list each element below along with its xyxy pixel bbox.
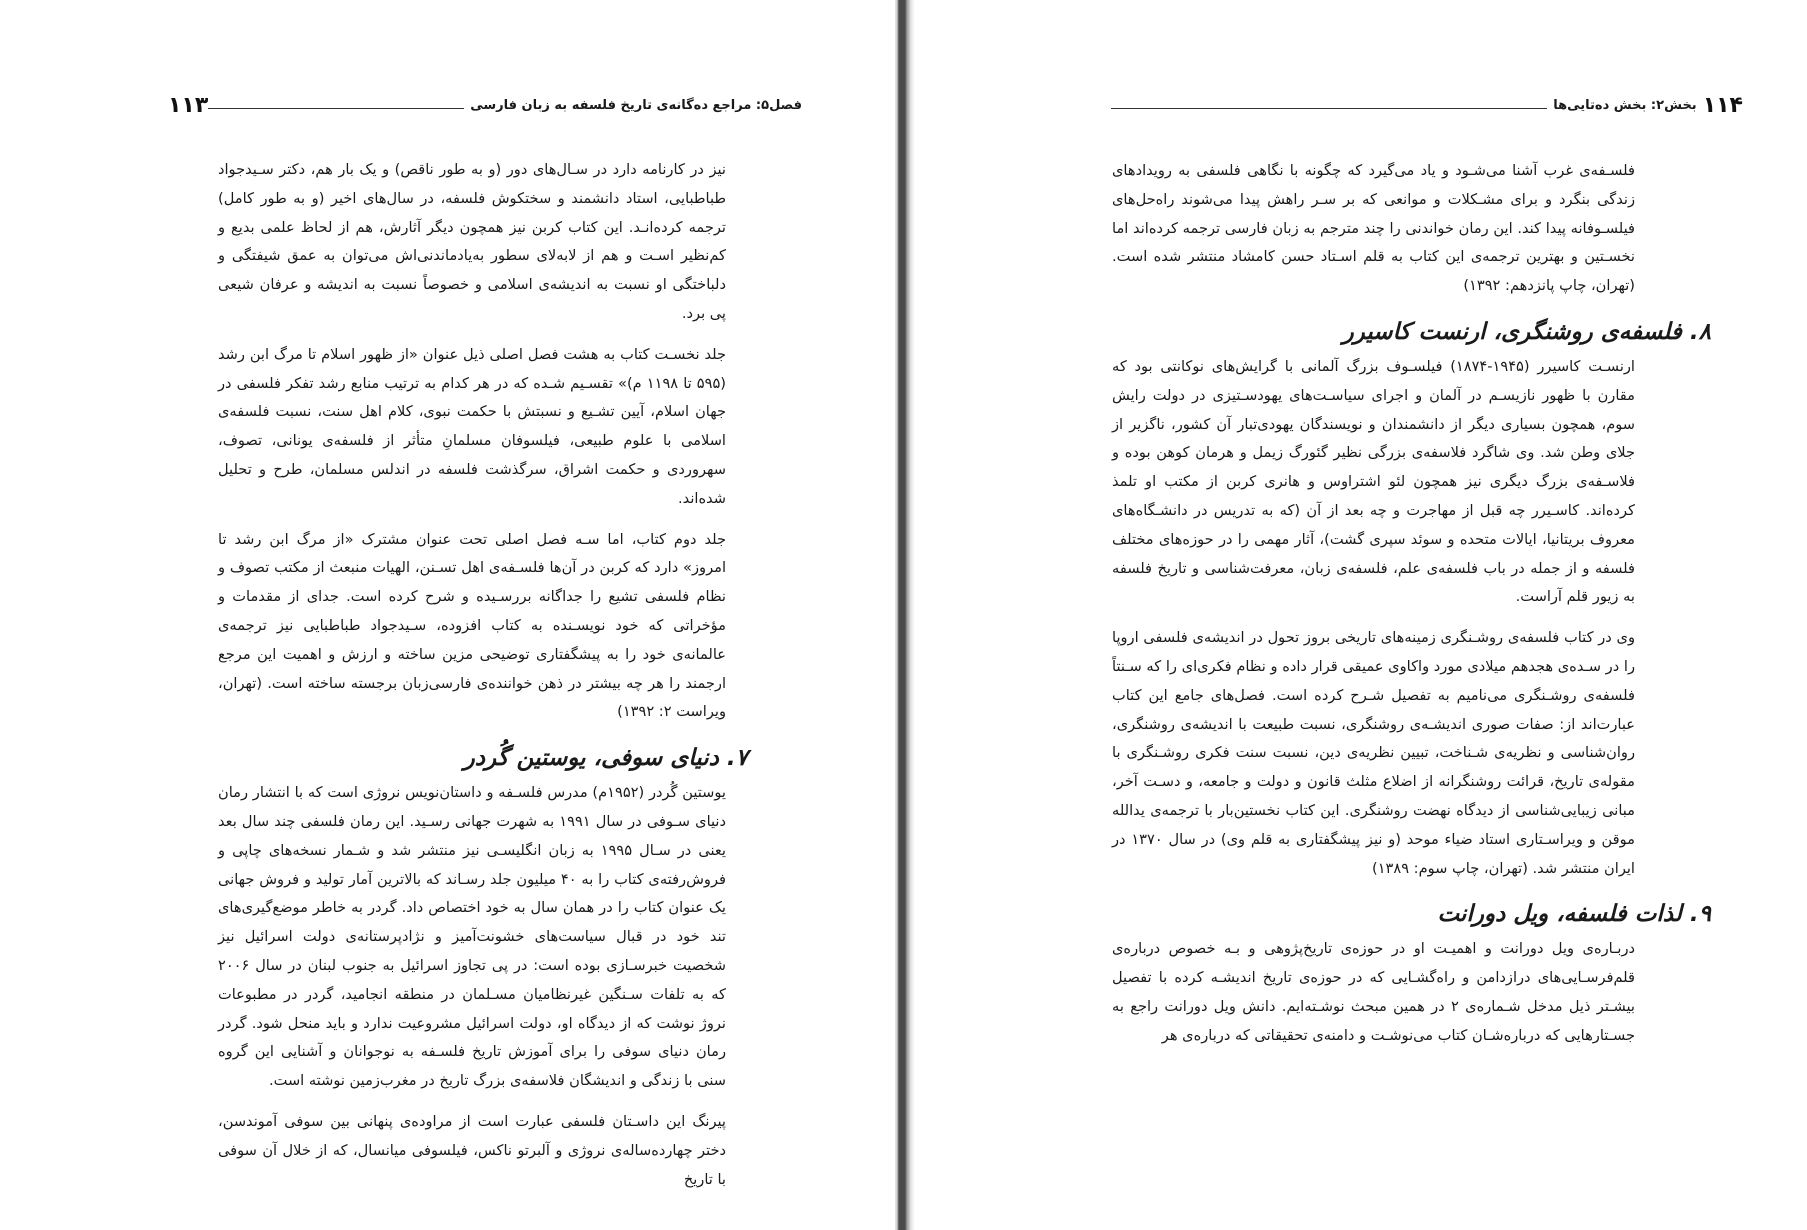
- paragraph: دربـاره‌ی ویل دورانت و اهمیـت او در حوزه‌ی تاریخ‌پژوهی و بـه خصوص درباره‌ی قلم‌فرسـایی‌های درازدامن و راه‌گشـایی که در حوزه‌ی تاریخ اندیشـه کرده با تفصیل بیشـتر ذیل مدخل شـماره‌ی ۲ در همین مبحث نوشـته‌ایم. دانش ویل دورانت راجع به جسـتارهایی که درباره‌شـان کتاب می‌نوشـت و دامنه‌ی تحقیقاتی که درباره‌ی هر: [1112, 940, 1635, 1044]
- header-rule: [1111, 108, 1547, 109]
- paragraph: فلسـفه‌ی غرب آشنا می‌شـود و یاد می‌گیرد که چگونه با نگاهی فلسفی به رویدادهای زندگی بنگرد و برای مشـکلات و موانعی که بر سـر راهش پیدا می‌شوند راه‌حل‌های فیلسـوفانه پیدا کند. این رمان خواندنی را چند مترجم به زبان فارسی ترجمه کرده‌اند اما نخسـتین و بهترین ترجمه‌ی این کتاب به قلم اسـتاد حسن کامشاد منتشر شده است. (تهران، چاپ پانزدهم: ۱۳۹۲): [1112, 162, 1635, 295]
- paragraph: ارنسـت کاسیرر (۱۹۴۵-۱۸۷۴) فیلسـوف بزرگ آلمانی با گرایش‌های نوکانتی بود که مقارن با ظهور نازیسـم در آلمان و اجرای سیاسـت‌های یهودسـتیزی در دولت رایش سوم، همچون بسیاری دیگر از دانشمندان و نویسندگان یهودی‌تبار آن کشور، ناگزیر از جلای وطن شد. وی شاگرد فلاسفه‌ی بزرگی نظیر گئورگ زیمل و هرمان کوهن بوده و فلاسـفه‌ی بزرگ دیگری نیز همچون لئو اشتراوس و هانری کربن از مکتب او تلمذ کرده‌اند. کاسـیرر چه قبل از مهاجرت و چه بعد از آن (که به تدریس در دانشـگاه‌های معروف بریتانیا، ایالات متحده و سوئد سپری گشت)، آثار مهمی را در حوزه‌های مختلف فلسفه و از جمله در باب فلسفه‌ی علم، فلسفه‌ی زبان، معرفت‌شناسی و تاریخ فلسفه به زیور قلم آراست.: [1112, 357, 1635, 606]
- paragraph: نیز در کارنامه دارد در سـال‌های دور (و به طور ناقص) و یک بار هم، دکتر سـیدجواد طباطبایی، استاد دانشمند و سختکوش فلسفه، در سال‌های اخیر (و به طور کامل) ترجمه کرده‌انـد. این کتاب کربن نیز همچون دیگر آثارش، هم از لحاظ علمی بدیع و کم‌نظیر اسـت و هم از لابه‌لای سطور به‌یادماندنی‌اش می‌توان به عمق شیفتگی و دلباختگی او نسبت به اندیشه‌ی اسلامی و خصوصاً نسبت به اندیشه و عرفان شیعی پی برد.: [218, 161, 726, 322]
- paragraph: پیرنگ این داسـتان فلسفی عبارت است از مراوده‌ی پنهانی بین سوفی آموندسن، دختر چهارده‌ساله‌ی نروژی و آلبرتو ناکس، فیلسوفی میانسال، که از خلال آن سوفی با تاریخ: [218, 1112, 726, 1188]
- section-heading-7: ۷. دنیای سوفی، یوستین گُردر: [463, 745, 748, 772]
- right-running-header: [1111, 90, 1743, 120]
- section-heading-8: ۸. فلسفه‌ی روشنگری، ارنست کاسیرر: [1342, 318, 1711, 345]
- paragraph: یوستین گُردر (۱۹۵۲م) مدرس فلسـفه و داستان‌نویس نروژی است که با انتشار رمان دنیای سـوفی در سال ۱۹۹۱ به شهرت جهانی رسـید. این رمان فلسفی چند سال بعد یعنی در سـال ۱۹۹۵ به زبان انگلیسـی نیز منتشر شد و شـمار نسخه‌های چاپی و فروش‌رفته‌ی کتاب را به ۴۰ میلیون جلد رسـاند که بالاترین آمار تولید و فروش جهانی یک عنوان کتاب را در همان سال به خود اختصاص داد. گردر به خاطر موضع‌گیری‌های تند خود در قبال سیاست‌های خشونت‌آمیز و نژادپرستانه‌ی دولت اسرائیل نیز شخصیت خبرسـازی بوده است: در پی تجاوز اسرائیل به جنوب لبنان در سال ۲۰۰۶ که به تلفات سـنگین غیرنظامیان مسـلمان در منطقه انجامید، گردر در مطبوعات نروژ نوشت که از دیدگاه او، دولت اسرائیل مشروعیت ندارد و باید منحل شود. گردر رمان دنیای سوفی را برای آموزش تاریخ فلسـفه به نوجوانان و آشنایی این گروه سنی با زندگی و اندیشگان فلاسفه‌ی بزرگ تاریخ در مغرب‌زمین نوشته است.: [218, 784, 726, 1090]
- page-number: ۱۱۴: [1702, 92, 1743, 118]
- right-page-body: [1112, 157, 1711, 1063]
- paragraph: جلد دوم کتاب، اما سـه فصل اصلی تحت عنوان مشترک «از مرگ ابن رشد تا امروز» دارد که کربن در آن‌ها فلسـفه‌ی اهل تسـنن، الهیات منبعث از مکتب تصوف و نظام فلسفی تشیع را جداگانه بررسـیده و شرح کرده است. جدای از مقدمات و مؤخراتی که خود نویسـنده به کتاب افزوده، سـیدجواد طباطبایی نیز ترجمه‌ی عالمانه‌ی خود را به پیشگفتاری توضیحی مزین ساخته و ارزش و اهمیت این مرجع ارجمند را هر چه بیشتر در ذهن خواننده‌ی فارسی‌زبان برجسته ساخته است. (تهران، ویراست ۲: ۱۳۹۲): [218, 530, 726, 721]
- left-page-body: [218, 156, 748, 1206]
- header-rule: [208, 108, 464, 109]
- paragraph: جلد نخسـت کتاب به هشت فصل اصلی ذیل عنوان «از ظهور اسلام تا مرگ ابن رشد (۵۹۵ تا ۱۱۹۸ م)» تقسـیم شـده که در هر کدام به ترتیب منابع رشد تفکر فلسفی در جهان اسلام، آیین تشـیع و نسبتش با حکمت نبوی، کلام اهل سنت، نسبت فلسفه‌ی اسلامی با علوم طبیعی، فیلسوفان مسلمانِ متأثر از فلسفه‌ی یونانی، تصوف، سهروردی و حکمت اشراق، سرگذشت فلسفه در اندلس مسلمان، طرح و تحلیل شده‌اند.: [218, 345, 726, 507]
- left-page: [0, 0, 895, 1230]
- book-spine: [895, 0, 915, 1230]
- paragraph: وی در کتاب فلسفه‌ی روشـنگری زمینه‌های تاریخی بروز تحول در اندیشه‌ی فلسفی اروپا را در سـده‌ی هجدهم میلادی مورد واکاوی عمیقی قرار داده و نظام فکری‌ای را که سـنتاً فلسفه‌ی روشـنگری می‌نامیم به تفصیل شـرح کرده است. فصل‌های جامع این کتاب عبارت‌اند از: صفات صوری اندیشـه‌ی روشنگری، نسبت طبیعت با اندیشه‌ی روشنگری، روان‌شناسی و نظریه‌ی شـناخت، تبیین نظریه‌ی دین، نسبت سنت فکری روشـنگری با مقوله‌ی تاریخ، قرائت روشنگرانه از اضلاع مثلث قانون و دولت و جامعه، و دسـت آخر، مبانی زیبایی‌شناسی از دیدگاه نهضت روشنگری. این کتاب نخستین‌بار با ترجمه‌ی یدالله موقن و ویراسـتاری استاد ضیاء موحد (و نیز پیشگفتاری به قلم وی) در سال ۱۳۷۰ در ایران منتشر شد. (تهران، چاپ سوم: ۱۳۸۹): [1112, 629, 1635, 877]
- section-heading-9: ۹. لذات فلسفه، ویل دورانت: [1437, 901, 1711, 928]
- page-number: ۱۱۳: [168, 92, 209, 118]
- running-header-title: بخش۲: بخش ده‌تایی‌ها: [1553, 97, 1697, 113]
- left-running-header: [168, 90, 808, 120]
- running-header-title: فصل۵: مراجع ده‌گانه‌ی تاریخ فلسفه به زبان فارسی: [470, 97, 802, 113]
- right-page: [915, 0, 1807, 1230]
